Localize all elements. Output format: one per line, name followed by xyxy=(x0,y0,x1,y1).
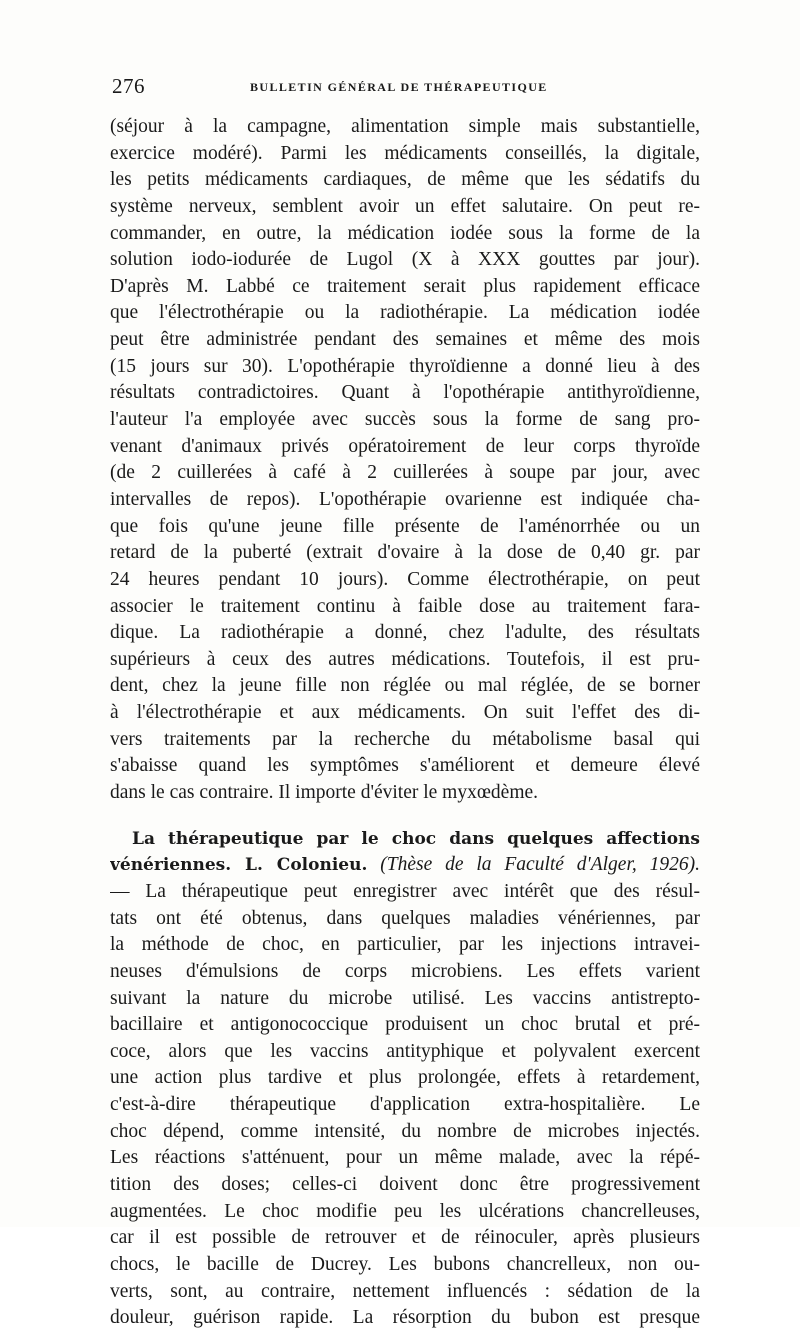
text-line: système nerveux, semblent avoir un effet salutaire. On peut re- xyxy=(110,195,700,217)
text-line: augmentées. Le choc modifie peu les ulcérations chancrelleuses, xyxy=(110,1200,700,1222)
text-line: car il est possible de retrouver et de réinoculer, après plusieurs xyxy=(110,1227,700,1249)
page-header xyxy=(112,74,700,104)
text-line: peut être administrée pendant des semaines et même des mois xyxy=(110,329,700,351)
text-line: supérieurs à ceux des autres médications. Toutefois, il est pru- xyxy=(110,648,700,670)
text-line: la méthode de choc, en particulier, par les injections intravei- xyxy=(110,934,700,956)
text-line: 24 heures pendant 10 jours). Comme électrothérapie, on peut xyxy=(110,568,700,590)
paragraph-continuation xyxy=(110,114,700,807)
text-line: — La thérapeutique peut enregistrer avec intérêt que des résul- xyxy=(110,880,700,902)
running-head: BULLETIN GÉNÉRAL DE THÉRAPEUTIQUE xyxy=(250,80,548,94)
text-line: commander, en outre, la médication iodée sous la forme de la xyxy=(110,222,700,244)
section-citation: (Thèse de la Faculté d'Alger, 1926). xyxy=(380,854,700,876)
text-line: Les réactions s'atténuent, pour un même malade, avec la répé- xyxy=(110,1147,700,1169)
text-line: retard de la puberté (extrait d'ovaire à la dose de 0,40 gr. par xyxy=(110,542,700,564)
text-line: que l'électrothérapie ou la radiothérapie. La médication iodée xyxy=(110,302,700,324)
text-line: s'abaisse quand les symptômes s'améliorent et demeure élevé xyxy=(110,755,700,777)
section-author: vénériennes. L. Colonieu. xyxy=(110,855,368,876)
text-line: tats ont été obtenus, dans quelques maladies vénériennes, par xyxy=(110,907,700,929)
section-heading-line xyxy=(110,852,700,879)
text-line: verts, sont, au contraire, nettement influencés : sédation de la xyxy=(110,1280,700,1302)
section-heading-line xyxy=(110,826,700,853)
body-text xyxy=(110,114,700,1332)
text-line: douleur, guérison rapide. La résorption du bubon est presque xyxy=(110,1307,700,1329)
text-line: l'auteur l'a employée avec succès sous la forme de sang pro- xyxy=(110,409,700,431)
text-line: tition des doses; celles-ci doivent donc être progressivement xyxy=(110,1173,700,1195)
text-line: bacillaire et antigonococcique produisent un choc brutal et pré- xyxy=(110,1014,700,1036)
text-line: exercice modéré). Parmi les médicaments conseillés, la digitale, xyxy=(110,142,700,164)
text-line: vers traitements par la recherche du métabolisme basal qui xyxy=(110,728,700,750)
text-line: résultats contradictoires. Quant à l'opothérapie antithyroïdienne, xyxy=(110,382,700,404)
text-line: (15 jours sur 30). L'opothérapie thyroïdienne a donné lieu à des xyxy=(110,355,700,377)
text-line: neuses d'émulsions de corps microbiens. Les effets varient xyxy=(110,960,700,982)
text-line: D'après M. Labbé ce traitement serait plus rapidement efficace xyxy=(110,275,700,297)
text-line: intervalles de repos). L'opothérapie ovarienne est indiquée cha- xyxy=(110,488,700,510)
text-line: (séjour à la campagne, alimentation simple mais substantielle, xyxy=(110,116,700,137)
text-line: à l'électrothérapie et aux médicaments. On suit l'effet des di- xyxy=(110,702,700,724)
text-line: chocs, le bacille de Ducrey. Les bubons chancrelleux, non ou- xyxy=(110,1253,700,1275)
text-line: (de 2 cuillerées à café à 2 cuillerées à soupe par jour, avec xyxy=(110,462,700,484)
text-line: dans le cas contraire. Il importe d'éviter le myxœdème. xyxy=(110,782,539,804)
text-line: solution iodo-iodurée de Lugol (X à XXX gouttes par jour). xyxy=(110,249,700,271)
text-line: une action plus tardive et plus prolongée, effets à retardement, xyxy=(110,1067,700,1089)
page-number: 276 xyxy=(112,74,145,98)
text-line: choc dépend, comme intensité, du nombre de microbes injectés. xyxy=(110,1120,700,1142)
section-title: La thérapeutique par le choc dans quelques affections xyxy=(132,828,700,849)
text-line: venant d'animaux privés opératoirement de leur corps thyroïde xyxy=(110,435,700,457)
paragraph-gap xyxy=(110,807,700,826)
section-colonieu xyxy=(110,826,700,1332)
text-line: dent, chez la jeune fille non réglée ou mal réglée, de se borner xyxy=(110,675,700,697)
text-line: c'est-à-dire thérapeutique d'application extra-hospitalière. Le xyxy=(110,1094,700,1116)
text-line: suivant la nature du microbe utilisé. Les vaccins antistrepto- xyxy=(110,987,700,1009)
text-line: coce, alors que les vaccins antityphique et polyvalent exercent xyxy=(110,1040,700,1062)
text-line: dique. La radiothérapie a donné, chez l'adulte, des résultats xyxy=(110,622,700,644)
text-line: que fois qu'une jeune fille présente de l'aménorrhée ou un xyxy=(110,515,700,537)
text-line: associer le traitement continu à faible dose au traitement fara- xyxy=(110,595,700,617)
text-line: les petits médicaments cardiaques, de même que les sédatifs du xyxy=(110,169,700,191)
